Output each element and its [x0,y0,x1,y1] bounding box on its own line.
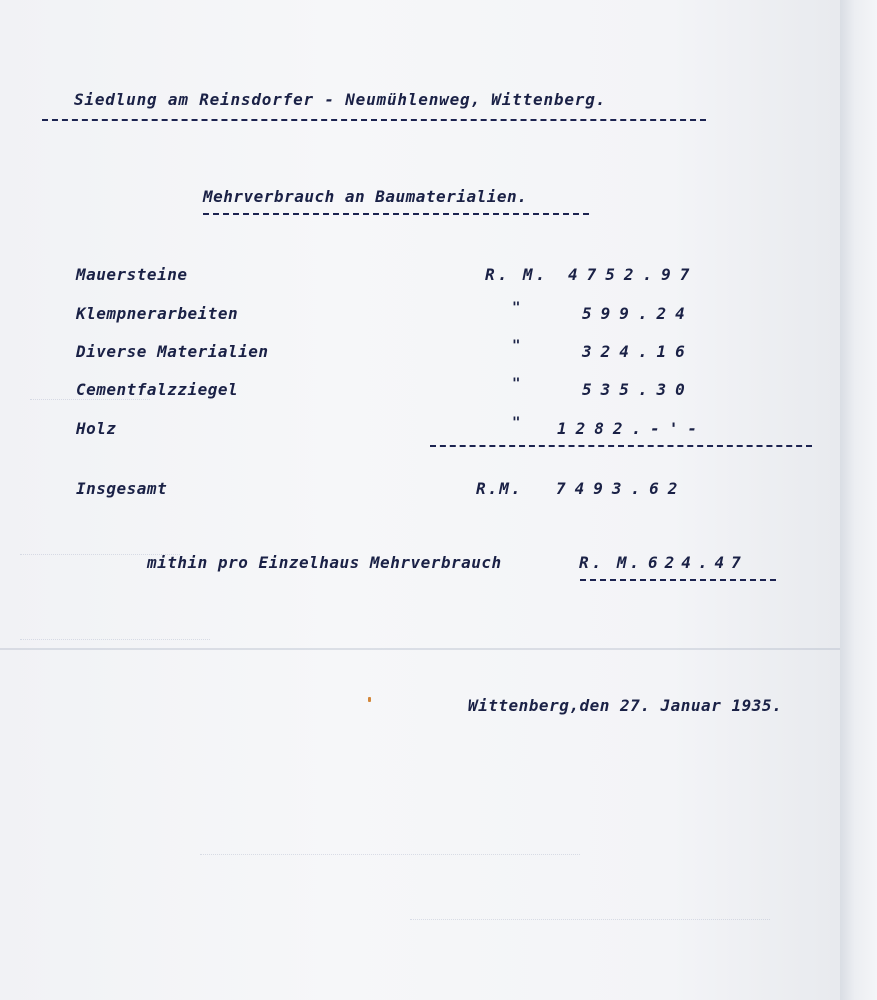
total-prefix: R.M. [476,479,523,498]
ditto-mark: " [512,376,521,392]
per-house-label: mithin pro Einzelhaus Mehrverbrauch [147,553,502,572]
item-name: Diverse Materialien [76,342,269,361]
paper-fold-line [0,648,840,650]
bleed-through-mark [20,625,210,640]
item-prefix: R. M. [485,265,549,284]
bleed-through-mark [410,905,770,920]
header-underline [42,119,706,121]
sum-line [430,445,812,447]
ditto-mark: " [512,300,521,316]
per-house-amount: 624.47 [648,553,748,572]
paper-speck [368,697,371,702]
item-name: Cementfalzziegel [76,380,239,399]
date-line: Wittenberg,den 27. Januar 1935. [468,696,783,715]
document-header: Siedlung am Reinsdorfer - Neumühlenweg, Wittenberg. [74,90,607,109]
per-house-underline [580,579,776,581]
total-label: Insgesamt [76,479,168,498]
document-title: Mehrverbrauch an Baumaterialien. [203,187,528,206]
bleed-through-mark [200,840,580,855]
ditto-mark: " [512,415,521,431]
item-amount: 324.16 [582,342,694,361]
item-name: Klempnerarbeiten [76,304,239,323]
title-underline [203,213,589,215]
ditto-mark: " [512,338,521,354]
item-amount: 535.30 [582,380,694,399]
per-house-prefix: R. M. [579,553,643,572]
item-name: Mauersteine [76,265,188,284]
paper-edge [840,0,877,1000]
item-name: Holz [76,419,117,438]
item-amount: 599.24 [582,304,694,323]
total-amount: 7493.62 [556,479,687,498]
item-amount: 1282.-'- [557,419,707,438]
item-amount: 4752.97 [568,265,699,284]
